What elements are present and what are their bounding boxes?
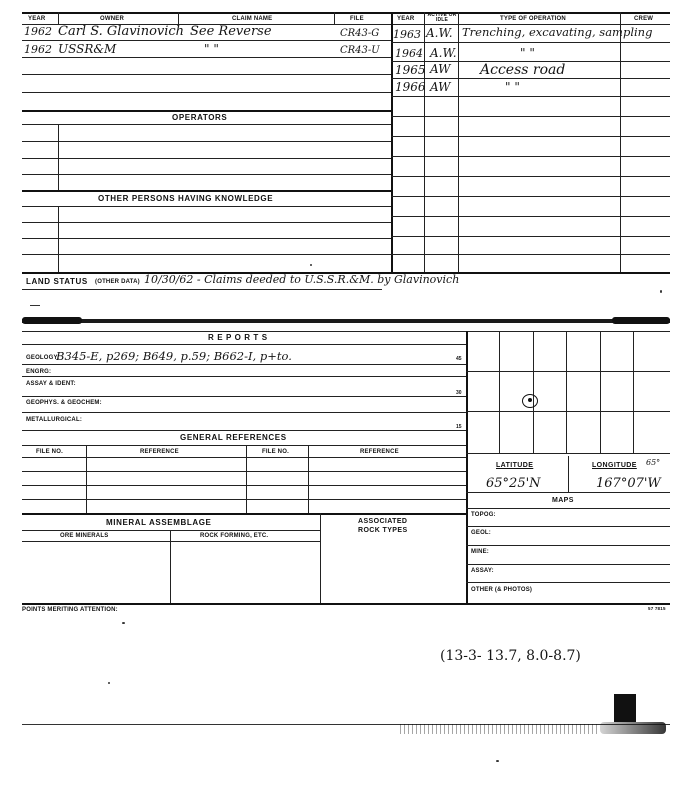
operation-row-2-year: 1964 [395,47,423,60]
points-meriting-attention-label: POINTS MERITING ATTENTION: [22,607,118,613]
scale-45: 45 [456,356,462,362]
scale-15: 15 [456,424,462,430]
scan-smudge [600,722,666,734]
geology-label: GEOLOGY: [26,355,60,361]
separator-band [22,319,670,323]
other-persons-title: OTHER PERSONS HAVING KNOWLEDGE [98,194,274,203]
ore-minerals-label: ORE MINERALS [60,533,109,539]
metallurgical-label: METALLURGICAL: [26,417,83,423]
handwritten-note: (13-3- 13.7, 8.0-8.7) [440,648,581,664]
operation-row-1-status: A.W. [426,26,453,40]
header-claim-name: CLAIM NAME [232,16,273,22]
ref-header-reference-2: REFERENCE [360,449,399,455]
header-year-2: YEAR [397,16,415,22]
owner-row-1-claim-name: See Reverse [190,24,272,39]
maps-title: MAPS [552,497,574,504]
operation-row-3-year: 1965 [395,63,426,77]
operation-row-4-status: AW [430,80,451,94]
rock-types-label: ROCK TYPES [358,527,408,534]
longitude-value: 167°07'W [596,476,661,491]
engrg-label: ENGRG: [26,369,52,375]
rock-forming-label: ROCK FORMING, ETC. [200,533,269,539]
owner-row-2-owner: USSR&M [58,42,117,56]
location-dot-icon [528,398,532,402]
operators-title: OPERATORS [172,113,228,122]
latitude-label: LATITUDE [496,462,534,469]
ref-header-file-no-2: FILE NO. [262,449,289,455]
speck [122,622,125,624]
header-type-of-operation: TYPE OF OPERATION [500,16,566,22]
header-active-idle: ACTIVE OR IDLE [427,12,457,23]
owner-row-2-file: CR43-U [340,45,380,56]
header-crew: CREW [634,16,654,22]
mineral-assemblage-title: MINERAL ASSEMBLAGE [106,518,212,527]
longitude-annotation: 65° [646,458,661,467]
operation-row-1-operation: Trenching, excavating, sampling [462,25,653,39]
form-code: 57 7815 [648,606,666,611]
operation-row-3-operation: Access road [480,62,566,78]
geology-value: B345-E, p269; B649, p.59; B662-I, p+to. [56,349,292,363]
operation-row-3-status: AW [430,62,451,76]
maps-other: OTHER (& PHOTOS) [471,587,533,593]
header-year: YEAR [28,16,46,22]
header-owner: OWNER [100,16,124,22]
scan-block [614,694,636,722]
speck [310,264,312,266]
maps-geol: GEOL: [471,530,491,536]
speck [30,305,40,306]
general-references-title: GENERAL REFERENCES [180,433,287,442]
operation-row-2-operation: " " [520,46,535,60]
ref-header-file-no-1: FILE NO. [36,449,63,455]
owner-row-2-year: 1962 [24,43,52,56]
scan-speckle-band [400,724,600,734]
maps-topog: TOPOG: [471,512,496,518]
speck [496,760,499,762]
longitude-label: LONGITUDE [592,462,637,469]
reports-title: R E P O R T S [208,333,268,342]
geophys-label: GEOPHYS. & GEOCHEM: [26,400,102,406]
operation-row-1-year: 1963 [393,28,421,41]
land-status-value: 10/30/62 - Claims deeded to U.S.S.R.&M. by Glavinovich [144,273,460,286]
scale-30: 30 [456,390,462,396]
separator-band-right [612,317,670,324]
owner-row-1-owner: Carl S. Glavinovich [58,24,185,39]
land-status-sublabel: (OTHER DATA) [95,279,140,285]
maps-mine: MINE: [471,549,489,555]
latitude-value: 65°25'N [486,476,541,491]
operation-row-4-operation: " " [505,80,520,94]
speck [108,682,110,684]
maps-assay: ASSAY: [471,568,494,574]
operation-row-4-year: 1966 [395,80,426,94]
operation-row-2-status: A.W. [430,46,457,60]
ref-header-reference-1: REFERENCE [140,449,179,455]
separator-band-left [22,317,82,324]
land-status-label: LAND STATUS [26,277,88,286]
header-file: FILE [350,16,364,22]
associated-label: ASSOCIATED [358,518,408,525]
owner-row-1-year: 1962 [24,25,52,38]
speck [660,290,662,293]
owner-row-1-file: CR43-G [340,28,380,39]
owner-row-2-claim-name: " " [204,42,219,56]
assay-label: ASSAY & IDENT: [26,381,76,387]
